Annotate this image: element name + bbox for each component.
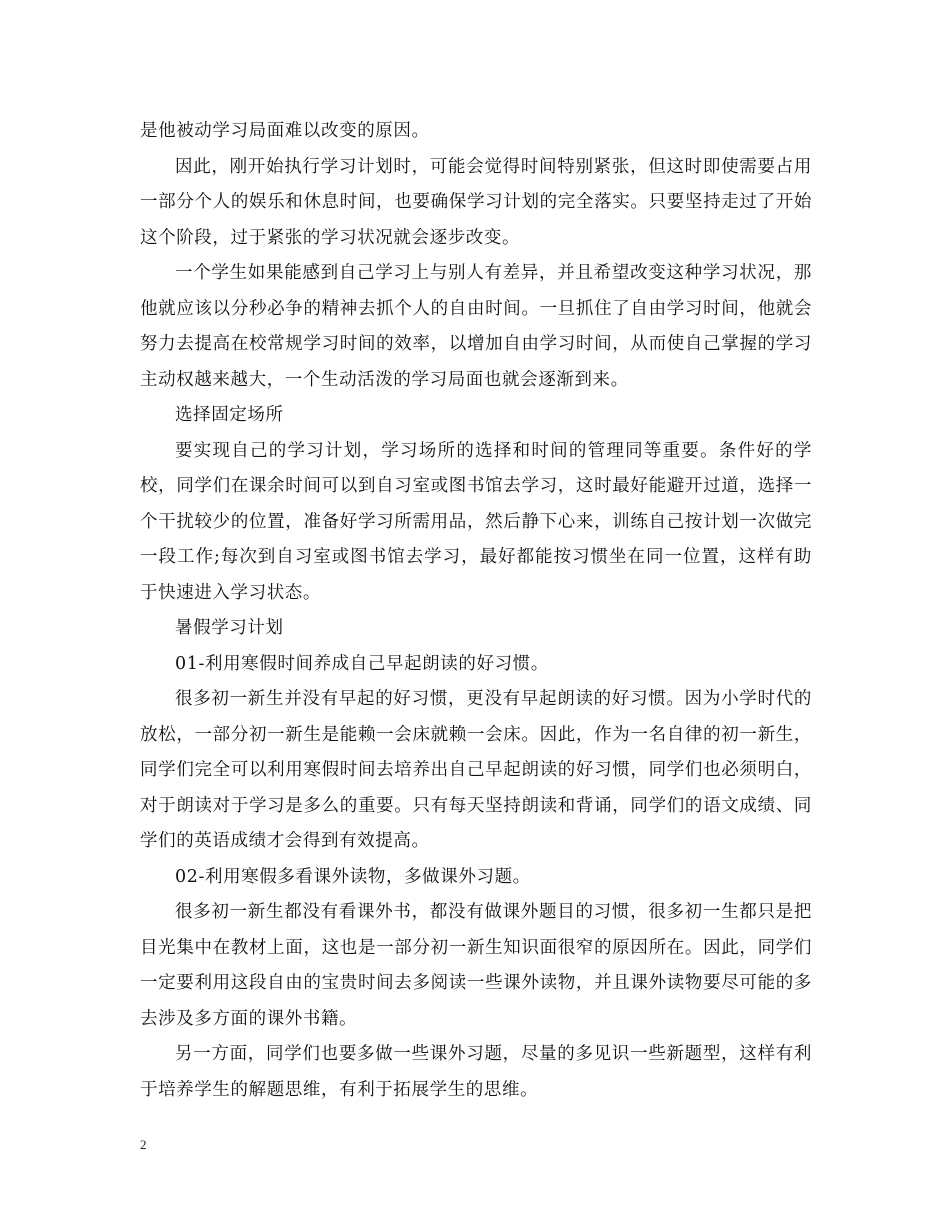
list-item-heading: 01-利用寒假时间养成自己早起朗读的好习惯。 (175, 653, 549, 674)
paragraph: 是他被动学习局面难以改变的原因。 (140, 121, 430, 141)
list-item-heading: 02-利用寒假多看课外读物，多做课外习题。 (175, 866, 531, 887)
section-heading: 选择固定场所 (175, 405, 284, 425)
paragraph: 要实现自己的学习计划，学习场所的选择和时间的管理同等重要。条件好的学校，同学们在课余时间可以到自习室或图书馆去学习，这时最好能避开过道，选择一个干扰较少的位置，准备好学习所需用品，然后静下心来，训练自己按计划一次做完一段工作;每次到自习室或图书馆去学习，最好都能按习惯坐在同一位置，这样有助于快速进入学习状态。 (140, 440, 812, 603)
paragraph: 一个学生如果能感到自己学习上与别人有差异，并且希望改变这种学习状况，那他就应该以分秒必争的精神去抓个人的自由时间。一旦抓住了自由学习时间，他就会努力去提高在校常规学习时间的效率，以增加自由学习时间，从而使自己掌握的学习主动权越来越大，一个生动活泼的学习局面也就会逐渐到来。 (140, 263, 812, 390)
paragraph: 很多初一新生并没有早起的好习惯，更没有早起朗读的好习惯。因为小学时代的放松，一部分初一新生是能赖一会床就赖一会床。因此，作为一名自律的初一新生，同学们完全可以利用寒假时间去培养出自己早起朗读的好习惯，同学们也必须明白，对于朗读对于学习是多么的重要。只有每天坚持朗读和背诵，同学们的语文成绩、同学们的英语成绩才会得到有效提高。 (140, 689, 812, 851)
section-heading: 暑假学习计划 (175, 618, 284, 638)
paragraph: 很多初一新生都没有看课外书，都没有做课外题目的习惯，很多初一生都只是把目光集中在教材上面，这也是一部分初一新生知识面很窄的原因所在。因此，同学们一定要利用这段自由的宝贵时间去多阅读一些课外读物，并且课外读物要尽可能的多去涉及多方面的课外书籍。 (140, 902, 812, 1029)
paragraph: 因此，刚开始执行学习计划时，可能会觉得时间特别紧张，但这时即使需要占用一部分个人的娱乐和休息时间，也要确保学习计划的完全落实。只要坚持走过了开始这个阶段，过于紧张的学习状况就会逐步改变。 (140, 156, 812, 248)
body-text (140, 114, 812, 1108)
paragraph: 另一方面，同学们也要多做一些课外习题，尽量的多见识一些新题型，这样有利于培养学生的解题思维，有利于拓展学生的思维。 (140, 1044, 812, 1100)
page-number: 2 (140, 1137, 147, 1152)
